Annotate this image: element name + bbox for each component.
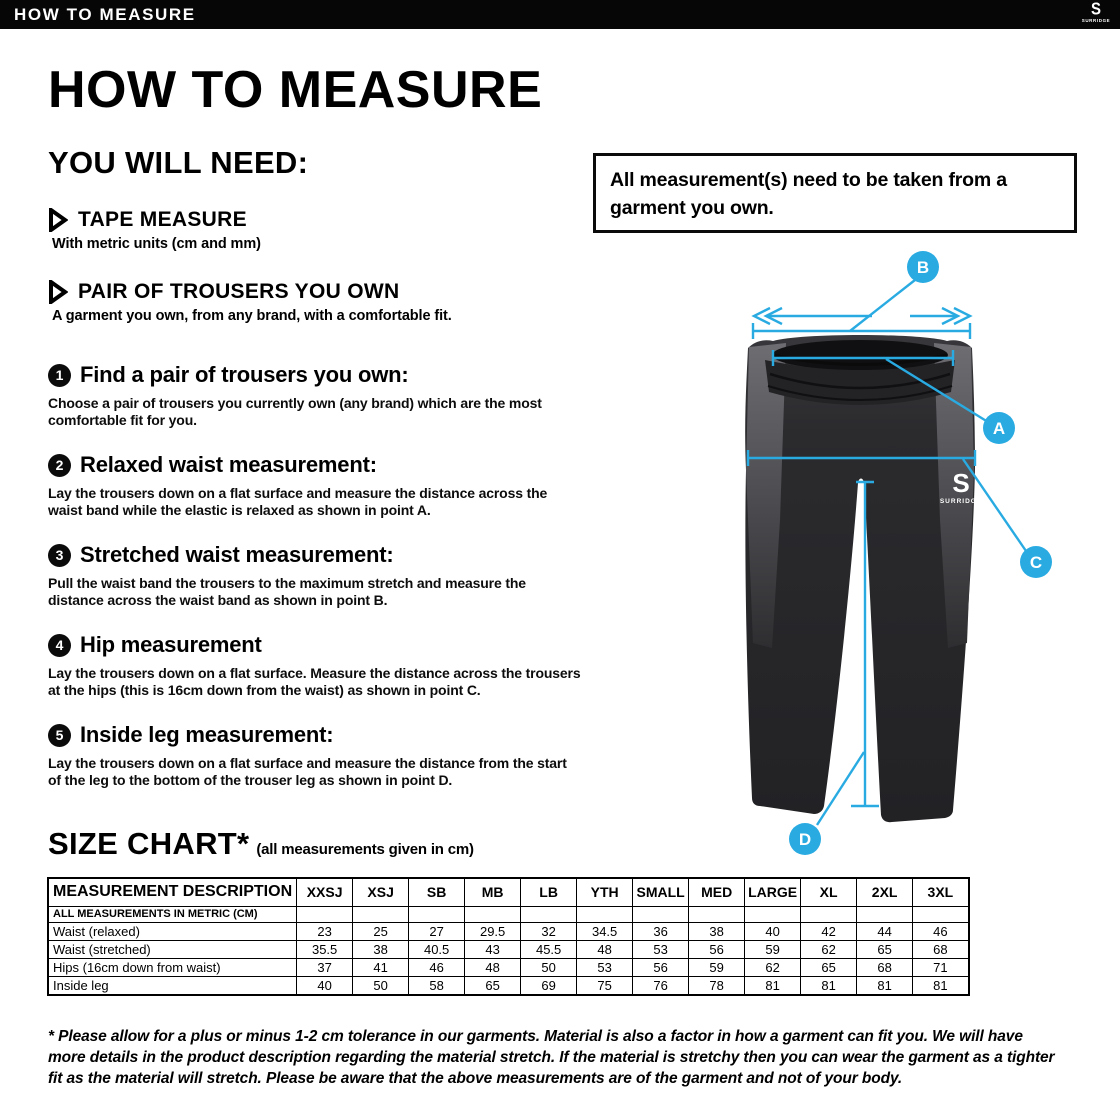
empty-cell (857, 906, 913, 922)
column-header-description: MEASUREMENT DESCRIPTION (48, 878, 297, 906)
cell: 59 (745, 940, 801, 958)
cell: 58 (409, 976, 465, 995)
page-title: HOW TO MEASURE (48, 61, 543, 119)
column-header-size: SB (409, 878, 465, 906)
step-number-badge: 1 (48, 364, 71, 387)
step-5 (48, 722, 668, 789)
column-header-size: XL (801, 878, 857, 906)
table-row (48, 940, 969, 958)
cell: 43 (465, 940, 521, 958)
step-body: Lay the trousers down on a flat surface and measure the distance from the start of the leg to the bottom of the trouser leg as shown in point D. (48, 755, 567, 788)
empty-cell (297, 906, 353, 922)
cell: 32 (521, 922, 577, 940)
cell: 46 (409, 958, 465, 976)
metric-note: ALL MEASUREMENTS IN METRIC (CM) (48, 906, 297, 922)
cell: 65 (857, 940, 913, 958)
row-label: Inside leg (48, 976, 297, 995)
cell: 40 (297, 976, 353, 995)
surridge-logo-word: SURRIDGE (1081, 18, 1111, 23)
cell: 62 (745, 958, 801, 976)
cell: 69 (521, 976, 577, 995)
empty-cell (801, 906, 857, 922)
cell: 59 (689, 958, 745, 976)
cell: 81 (745, 976, 801, 995)
cell: 27 (409, 922, 465, 940)
cell: 46 (913, 922, 969, 940)
table-row (48, 976, 969, 995)
cell: 23 (297, 922, 353, 940)
cell: 53 (633, 940, 689, 958)
top-bar-title: HOW TO MEASURE (14, 4, 196, 24)
size-chart-subtitle: (all measurements given in cm) (256, 841, 474, 858)
empty-cell (745, 906, 801, 922)
point-A-label: A (992, 419, 1006, 438)
cell: 71 (913, 958, 969, 976)
column-header-size: XSJ (353, 878, 409, 906)
step-body: Choose a pair of trousers you currently own (any brand) which are the most comfortable fit for you. (48, 395, 542, 428)
need-item-label: TAPE MEASURE (78, 208, 247, 231)
cell: 48 (577, 940, 633, 958)
step-title: Find a pair of trousers you own: (80, 362, 409, 387)
cell: 35.5 (297, 940, 353, 958)
cell: 56 (633, 958, 689, 976)
leader-line-B (850, 280, 915, 331)
top-bar (0, 0, 1120, 29)
cell: 53 (577, 958, 633, 976)
point-C-label: C (1029, 553, 1043, 572)
surridge-logo (1078, 2, 1114, 24)
step-number-badge: 3 (48, 544, 71, 567)
cell: 65 (465, 976, 521, 995)
cell: 75 (577, 976, 633, 995)
size-chart-title: SIZE CHART* (48, 826, 250, 861)
row-label: Waist (stretched) (48, 940, 297, 958)
step-3 (48, 542, 668, 609)
step-title: Hip measurement (80, 632, 262, 657)
cell: 81 (857, 976, 913, 995)
empty-cell (689, 906, 745, 922)
cell: 50 (521, 958, 577, 976)
triangle-bullet-icon (48, 208, 68, 232)
step-1 (48, 362, 668, 429)
need-item-description: A garment you own, from any brand, with a comfortable fit. (52, 308, 452, 324)
column-header-size: MED (689, 878, 745, 906)
column-header-size: YTH (577, 878, 633, 906)
column-header-size: LARGE (745, 878, 801, 906)
cell: 81 (913, 976, 969, 995)
row-label: Waist (relaxed) (48, 922, 297, 940)
trousers-illustration (745, 335, 982, 822)
cell: 34.5 (577, 922, 633, 940)
cell: 25 (353, 922, 409, 940)
column-header-size: XXSJ (297, 878, 353, 906)
cell: 56 (689, 940, 745, 958)
step-title: Inside leg measurement: (80, 722, 334, 747)
table-header-row (48, 878, 969, 906)
cell: 37 (297, 958, 353, 976)
step-body: Lay the trousers down on a flat surface. Measure the distance across the trousers at the hips (this is 16cm down from the waist) as shown in point C. (48, 665, 581, 698)
cell: 41 (353, 958, 409, 976)
step-title: Stretched waist measurement: (80, 542, 394, 567)
trousers-measurement-diagram (690, 240, 1120, 885)
empty-cell (577, 906, 633, 922)
cell: 42 (801, 922, 857, 940)
surridge-logo-icon: S (1090, 0, 1101, 20)
column-header-size: 2XL (857, 878, 913, 906)
step-2 (48, 452, 668, 519)
size-chart-heading (48, 826, 474, 862)
empty-cell (521, 906, 577, 922)
cell: 68 (913, 940, 969, 958)
cell: 45.5 (521, 940, 577, 958)
empty-cell (913, 906, 969, 922)
garment-logo-icon: S (952, 468, 970, 498)
row-label: Hips (16cm down from waist) (48, 958, 297, 976)
measurement-note-box: All measurement(s) need to be taken from a garment you own. (593, 153, 1077, 233)
column-header-size: SMALL (633, 878, 689, 906)
cell: 48 (465, 958, 521, 976)
tolerance-footnote: * Please allow for a plus or minus 1-2 cm tolerance in our garments. Material is also a factor in how a garment can fit you. We will have more details in the product description regarding the material stretch. If the material is stretchy then you can wear the garment as a tighter fit as the material will stretch. Please be aware that the above measurements are of the garment and not of your body. (48, 1028, 1055, 1087)
step-4 (48, 632, 668, 699)
table-row (48, 958, 969, 976)
cell: 50 (353, 976, 409, 995)
cell: 65 (801, 958, 857, 976)
table-row (48, 922, 969, 940)
size-chart-table (47, 877, 970, 996)
cell: 78 (689, 976, 745, 995)
empty-cell (465, 906, 521, 922)
garment-logo-word: SURRIDGE (939, 498, 983, 505)
cell: 68 (857, 958, 913, 976)
cell: 81 (801, 976, 857, 995)
need-item-description: With metric units (cm and mm) (52, 236, 261, 252)
cell: 38 (353, 940, 409, 958)
cell: 76 (633, 976, 689, 995)
step-body: Lay the trousers down on a flat surface and measure the distance across the waist band while the elastic is relaxed as shown in point A. (48, 485, 548, 518)
point-B-label: B (916, 258, 930, 277)
empty-cell (633, 906, 689, 922)
column-header-size: 3XL (913, 878, 969, 906)
you-will-need-heading: YOU WILL NEED: (48, 145, 309, 180)
column-header-size: MB (465, 878, 521, 906)
step-number-badge: 5 (48, 724, 71, 747)
need-item-label: PAIR OF TROUSERS YOU OWN (78, 280, 400, 303)
cell: 44 (857, 922, 913, 940)
cell: 38 (689, 922, 745, 940)
need-item-trousers (48, 280, 668, 324)
step-title: Relaxed waist measurement: (80, 452, 377, 477)
point-D-label: D (798, 830, 812, 849)
triangle-bullet-icon (48, 280, 68, 304)
cell: 29.5 (465, 922, 521, 940)
step-body: Pull the waist band the trousers to the maximum stretch and measure the distance across the waist band as shown in point B. (48, 575, 526, 608)
step-number-badge: 2 (48, 454, 71, 477)
cell: 40.5 (409, 940, 465, 958)
cell: 40 (745, 922, 801, 940)
cell: 62 (801, 940, 857, 958)
empty-cell (353, 906, 409, 922)
cell: 36 (633, 922, 689, 940)
empty-cell (409, 906, 465, 922)
need-item-tape-measure (48, 208, 668, 252)
column-header-size: LB (521, 878, 577, 906)
step-number-badge: 4 (48, 634, 71, 657)
metric-note-row (48, 906, 969, 922)
